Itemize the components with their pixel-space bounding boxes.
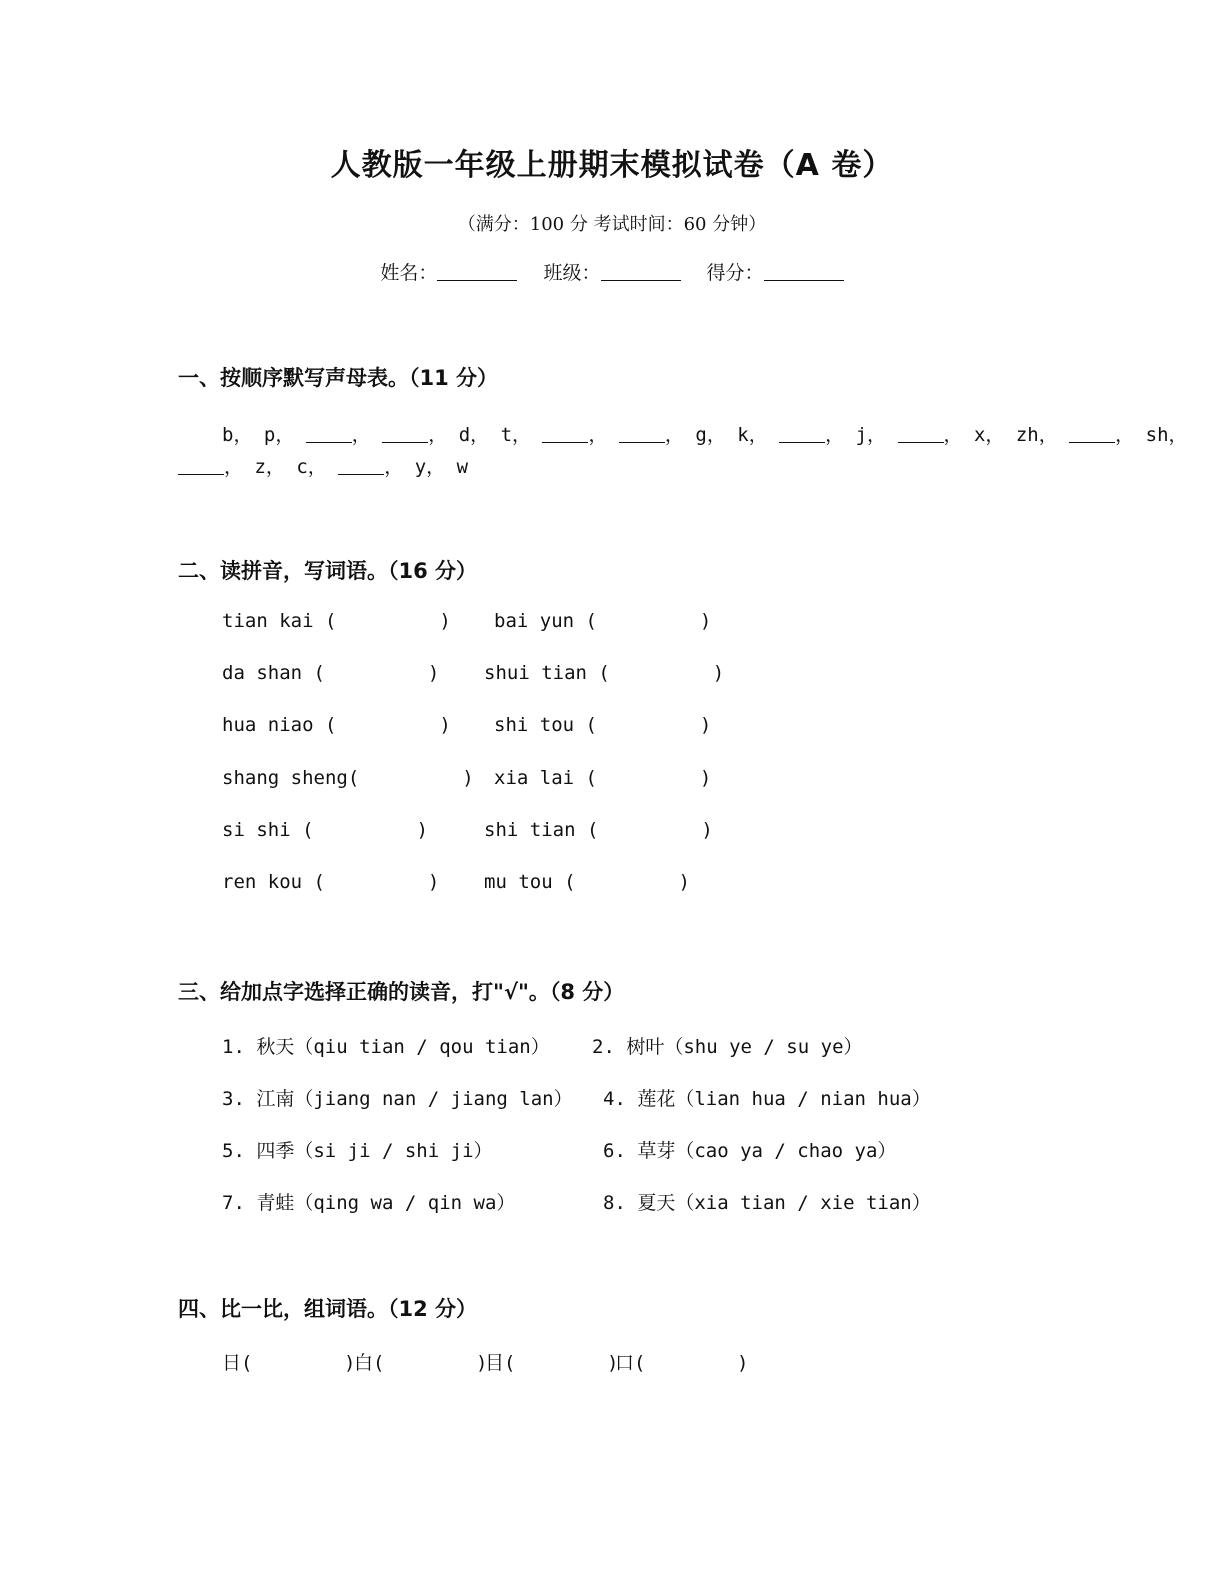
- initial-text: ，: [1115, 424, 1146, 446]
- compare-item: 日( ): [222, 1352, 356, 1374]
- reading-item: 4. 莲花（lian hua / nian hua）: [603, 1088, 931, 1110]
- compare-item: 目( ): [485, 1352, 619, 1374]
- reading-item: 5. 四季（si ji / shi ji）: [222, 1140, 493, 1162]
- reading-item: 8. 夏天（xia tian / xie tian）: [603, 1192, 931, 1214]
- pinyin-item: shang sheng( ): [222, 767, 474, 789]
- initial-text: ，: [588, 424, 619, 446]
- initial-text: ，: [825, 424, 856, 446]
- initial-blank[interactable]: [178, 458, 224, 475]
- compare-item: 口( ): [615, 1352, 749, 1374]
- score-blank[interactable]: [764, 262, 844, 281]
- initial-blank[interactable]: [542, 426, 588, 443]
- initial-text: ，: [428, 424, 459, 446]
- initial-blank[interactable]: [779, 426, 825, 443]
- class-blank[interactable]: [601, 262, 681, 281]
- score-field: [707, 258, 844, 285]
- pinyin-item: xia lai ( ): [494, 767, 712, 789]
- section-4-title: 四、比一比，组词语。（12 分）: [178, 1297, 478, 1321]
- initial-text: zh，: [1015, 424, 1070, 446]
- score-label: 得分：: [706, 262, 764, 284]
- name-field: [380, 258, 517, 285]
- pinyin-item: shi tian ( ): [484, 819, 713, 841]
- reading-item: 6. 草芽（cao ya / chao ya）: [603, 1140, 897, 1162]
- reading-item: 2. 树叶（shu ye / su ye）: [592, 1036, 863, 1058]
- name-label: 姓名：: [380, 262, 438, 284]
- pinyin-item: mu tou ( ): [484, 871, 690, 893]
- initial-text: b，: [222, 424, 264, 446]
- initial-text: ，: [224, 456, 255, 478]
- student-info: [0, 258, 1224, 285]
- section-2-title: 二、读拼音，写词语。（16 分）: [178, 559, 478, 583]
- compare-item: 白( ): [354, 1352, 488, 1374]
- initial-text: ，: [943, 424, 974, 446]
- section-3-title: 三、给加点字选择正确的读音，打"√"。（8 分）: [178, 980, 625, 1004]
- initial-text: g，: [695, 424, 738, 446]
- page-title: 人教版一年级上册期末模拟试卷（A 卷）: [330, 148, 894, 183]
- initials-row-2: [178, 452, 479, 479]
- pinyin-item: da shan ( ): [222, 662, 440, 684]
- exam-subtitle: （满分：100 分 考试时间：60 分钟）: [457, 214, 767, 235]
- initial-text: d，: [458, 424, 501, 446]
- initial-text: t，: [500, 424, 543, 446]
- initial-blank[interactable]: [338, 458, 384, 475]
- pinyin-item: ren kou ( ): [222, 871, 440, 893]
- initial-text: ，: [351, 424, 383, 446]
- initial-text: c，: [296, 456, 339, 478]
- initial-text: sh，: [1145, 424, 1199, 446]
- initials-row-1: [222, 420, 1199, 447]
- initial-text: z，: [254, 456, 297, 478]
- pinyin-item: tian kai ( ): [222, 610, 451, 632]
- pinyin-item: shui tian ( ): [484, 662, 725, 684]
- initial-text: j，: [855, 424, 898, 446]
- class-label: 班级：: [543, 262, 601, 284]
- initial-text: x，: [973, 424, 1016, 446]
- reading-item: 3. 江南（jiang nan / jiang lan）: [222, 1088, 573, 1110]
- initial-blank[interactable]: [898, 426, 944, 443]
- initial-blank[interactable]: [619, 426, 665, 443]
- initial-text: p，: [263, 424, 306, 446]
- pinyin-item: si shi ( ): [222, 819, 428, 841]
- initial-text: ，: [384, 456, 415, 478]
- class-field: [543, 258, 680, 285]
- initial-text: w: [456, 456, 480, 478]
- reading-item: 7. 青蛙（qing wa / qin wa）: [222, 1192, 516, 1214]
- initial-blank[interactable]: [1069, 426, 1115, 443]
- initial-blank[interactable]: [306, 426, 352, 443]
- reading-item: 1. 秋天（qiu tian / qou tian）: [222, 1036, 550, 1058]
- initial-text: ，: [664, 424, 696, 446]
- pinyin-item: hua niao ( ): [222, 714, 451, 736]
- pinyin-item: bai yun ( ): [494, 610, 712, 632]
- initial-text: k，: [737, 424, 780, 446]
- pinyin-item: shi tou ( ): [494, 714, 712, 736]
- initial-blank[interactable]: [382, 426, 428, 443]
- initial-text: y，: [414, 456, 457, 478]
- name-blank[interactable]: [437, 262, 517, 281]
- section-1-title: 一、按顺序默写声母表。（11 分）: [178, 366, 499, 390]
